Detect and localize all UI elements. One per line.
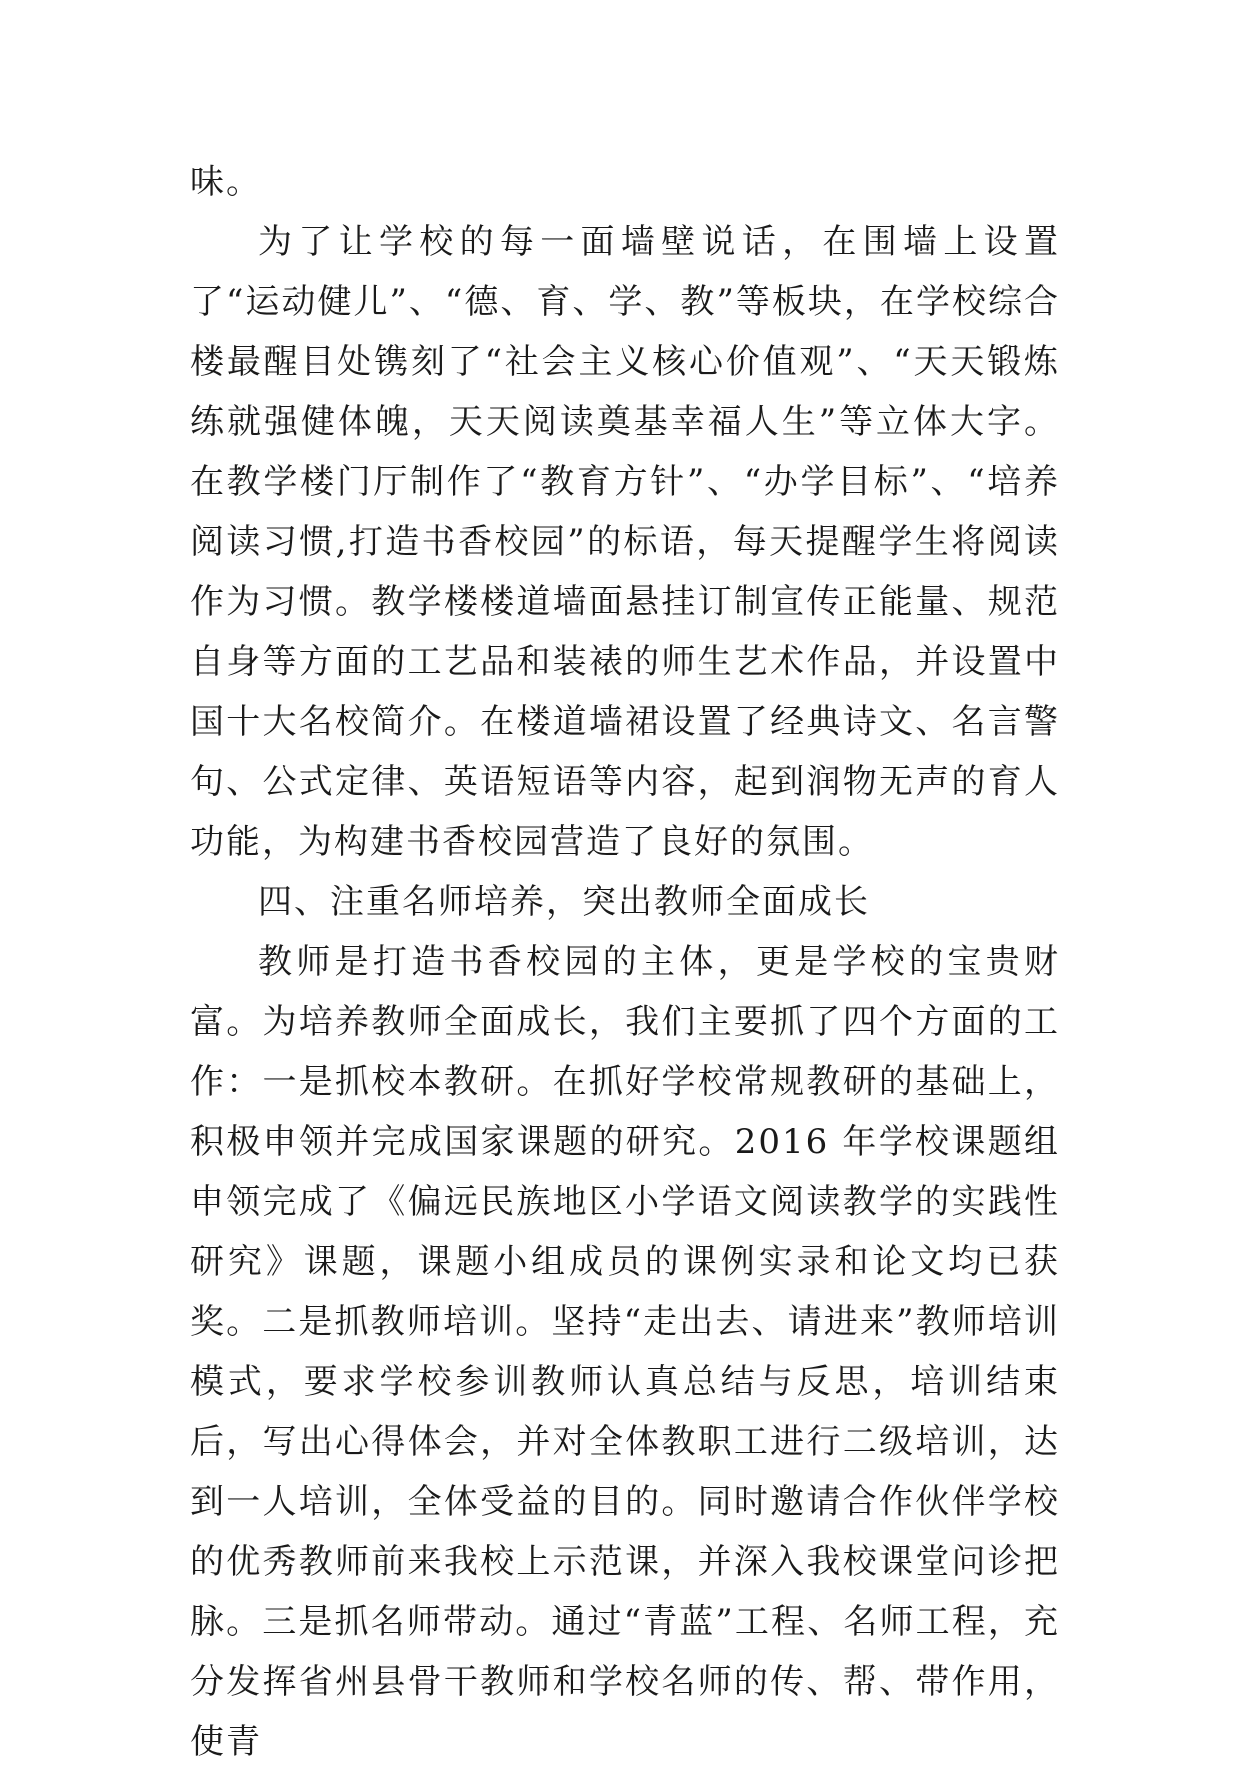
paragraph-school-walls: 为了让学校的每一面墙壁说话，在围墙上设置了“运动健儿”、“德、育、学、教”等板块，在学校综合楼最醒目处镌刻了“社会主义核心价值观”、“天天锻炼练就强健体魄，天天阅读奠基幸福人生”等立体大字。在教学楼门厅制作了“教育方针”、“办学目标”、“培养阅读习惯,打造书香校园”的标语，每天提醒学生将阅读作为习惯。教学楼楼道墙面悬挂订制宣传正能量、规范自身等方面的工艺品和装裱的师生艺术作品，并设置中国十大名校简介。在楼道墙裙设置了经典诗文、名言警句、公式定律、英语短语等内容，起到润物无声的育人功能，为构建书香校园营造了良好的氛围。: [190, 222, 1060, 862]
section-heading-teacher-growth: 四、注重名师培养，突出教师全面成长: [258, 882, 870, 922]
document-body: [190, 152, 1060, 1772]
paragraph-continuation: 味。: [190, 162, 262, 202]
paragraph-teacher-training: 教师是打造书香校园的主体，更是学校的宝贵财富。为培养教师全面成长，我们主要抓了四个方面的工作：一是抓校本教研。在抓好学校常规教研的基础上，积极申领并完成国家课题的研究。2016 年学校课题组申领完成了《偏远民族地区小学语文阅读教学的实践性研究》课题，课题小组成员的课例实录和论文均已获奖。二是抓教师培训。坚持“走出去、请进来”教师培训模式，要求学校参训教师认真总结与反思，培训结束后，写出心得体会，并对全体教职工进行二级培训，达到一人培训，全体受益的目的。同时邀请合作伙伴学校的优秀教师前来我校上示范课，并深入我校课堂问诊把脉。三是抓名师带动。通过“青蓝”工程、名师工程，充分发挥省州县骨干教师和学校名师的传、帮、带作用，使青: [190, 942, 1060, 1762]
